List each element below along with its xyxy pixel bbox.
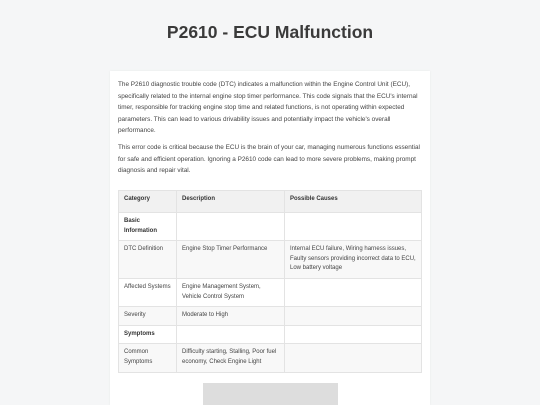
section-label-symptoms: Symptoms — [119, 325, 177, 344]
table-cell: Moderate to High — [177, 307, 285, 326]
table-cell: Difficulty starting, Stalling, Poor fuel economy, Check Engine Light — [177, 344, 285, 372]
column-header-category: Category — [119, 191, 177, 213]
table-cell: Internal ECU failure, Wiring harness issues, Faulty sensors providing incorrect data to ECU, Low battery voltage — [285, 241, 422, 279]
table-row — [119, 213, 422, 241]
intro-paragraph: This error code is critical because the ECU is the brain of your car, managing numerous functions essential for safe and efficient operation. Ignoring a P2610 code can lead to more severe problems, making prompt diagnosis and repair vital. — [118, 144, 420, 175]
table-row — [119, 344, 422, 372]
table-cell — [285, 278, 422, 306]
table-row — [119, 325, 422, 344]
table-cell — [285, 325, 422, 344]
table-cell — [285, 307, 422, 326]
table-row — [119, 307, 422, 326]
table-cell — [285, 213, 422, 241]
bottom-overlay-bar — [203, 383, 338, 405]
intro-paragraph: The P2610 diagnostic trouble code (DTC) indicates a malfunction within the Engine Control Unit (ECU), specifically related to the internal engine stop timer performance. This code signals that the ECU's internal timer, responsible for tracking engine stop time and related functions, is not operating within expected parameters. This can lead to various drivability issues and potentially impact the vehicle's overall performance. — [118, 81, 418, 135]
table-cell: DTC Definition — [119, 241, 177, 279]
table-cell — [177, 325, 285, 344]
page-title: P2610 - ECU Malfunction — [166, 22, 374, 42]
table-cell: Engine Stop Timer Performance — [177, 241, 285, 279]
table-cell: Common Symptoms — [119, 344, 177, 372]
content-card — [110, 71, 430, 405]
table-cell: Severity — [119, 307, 177, 326]
section-label-basic-information: Basic Information — [119, 213, 177, 241]
table-cell: Engine Management System, Vehicle Control System — [177, 278, 285, 306]
table-cell — [177, 213, 285, 241]
table-row — [119, 241, 422, 279]
column-header-possible-causes: Possible Causes — [285, 191, 422, 213]
table-cell — [285, 344, 422, 372]
table-header-row — [119, 191, 422, 213]
column-header-description: Description — [177, 191, 285, 213]
info-table — [118, 190, 422, 373]
table-row — [119, 278, 422, 306]
table-cell: Affected Systems — [119, 278, 177, 306]
